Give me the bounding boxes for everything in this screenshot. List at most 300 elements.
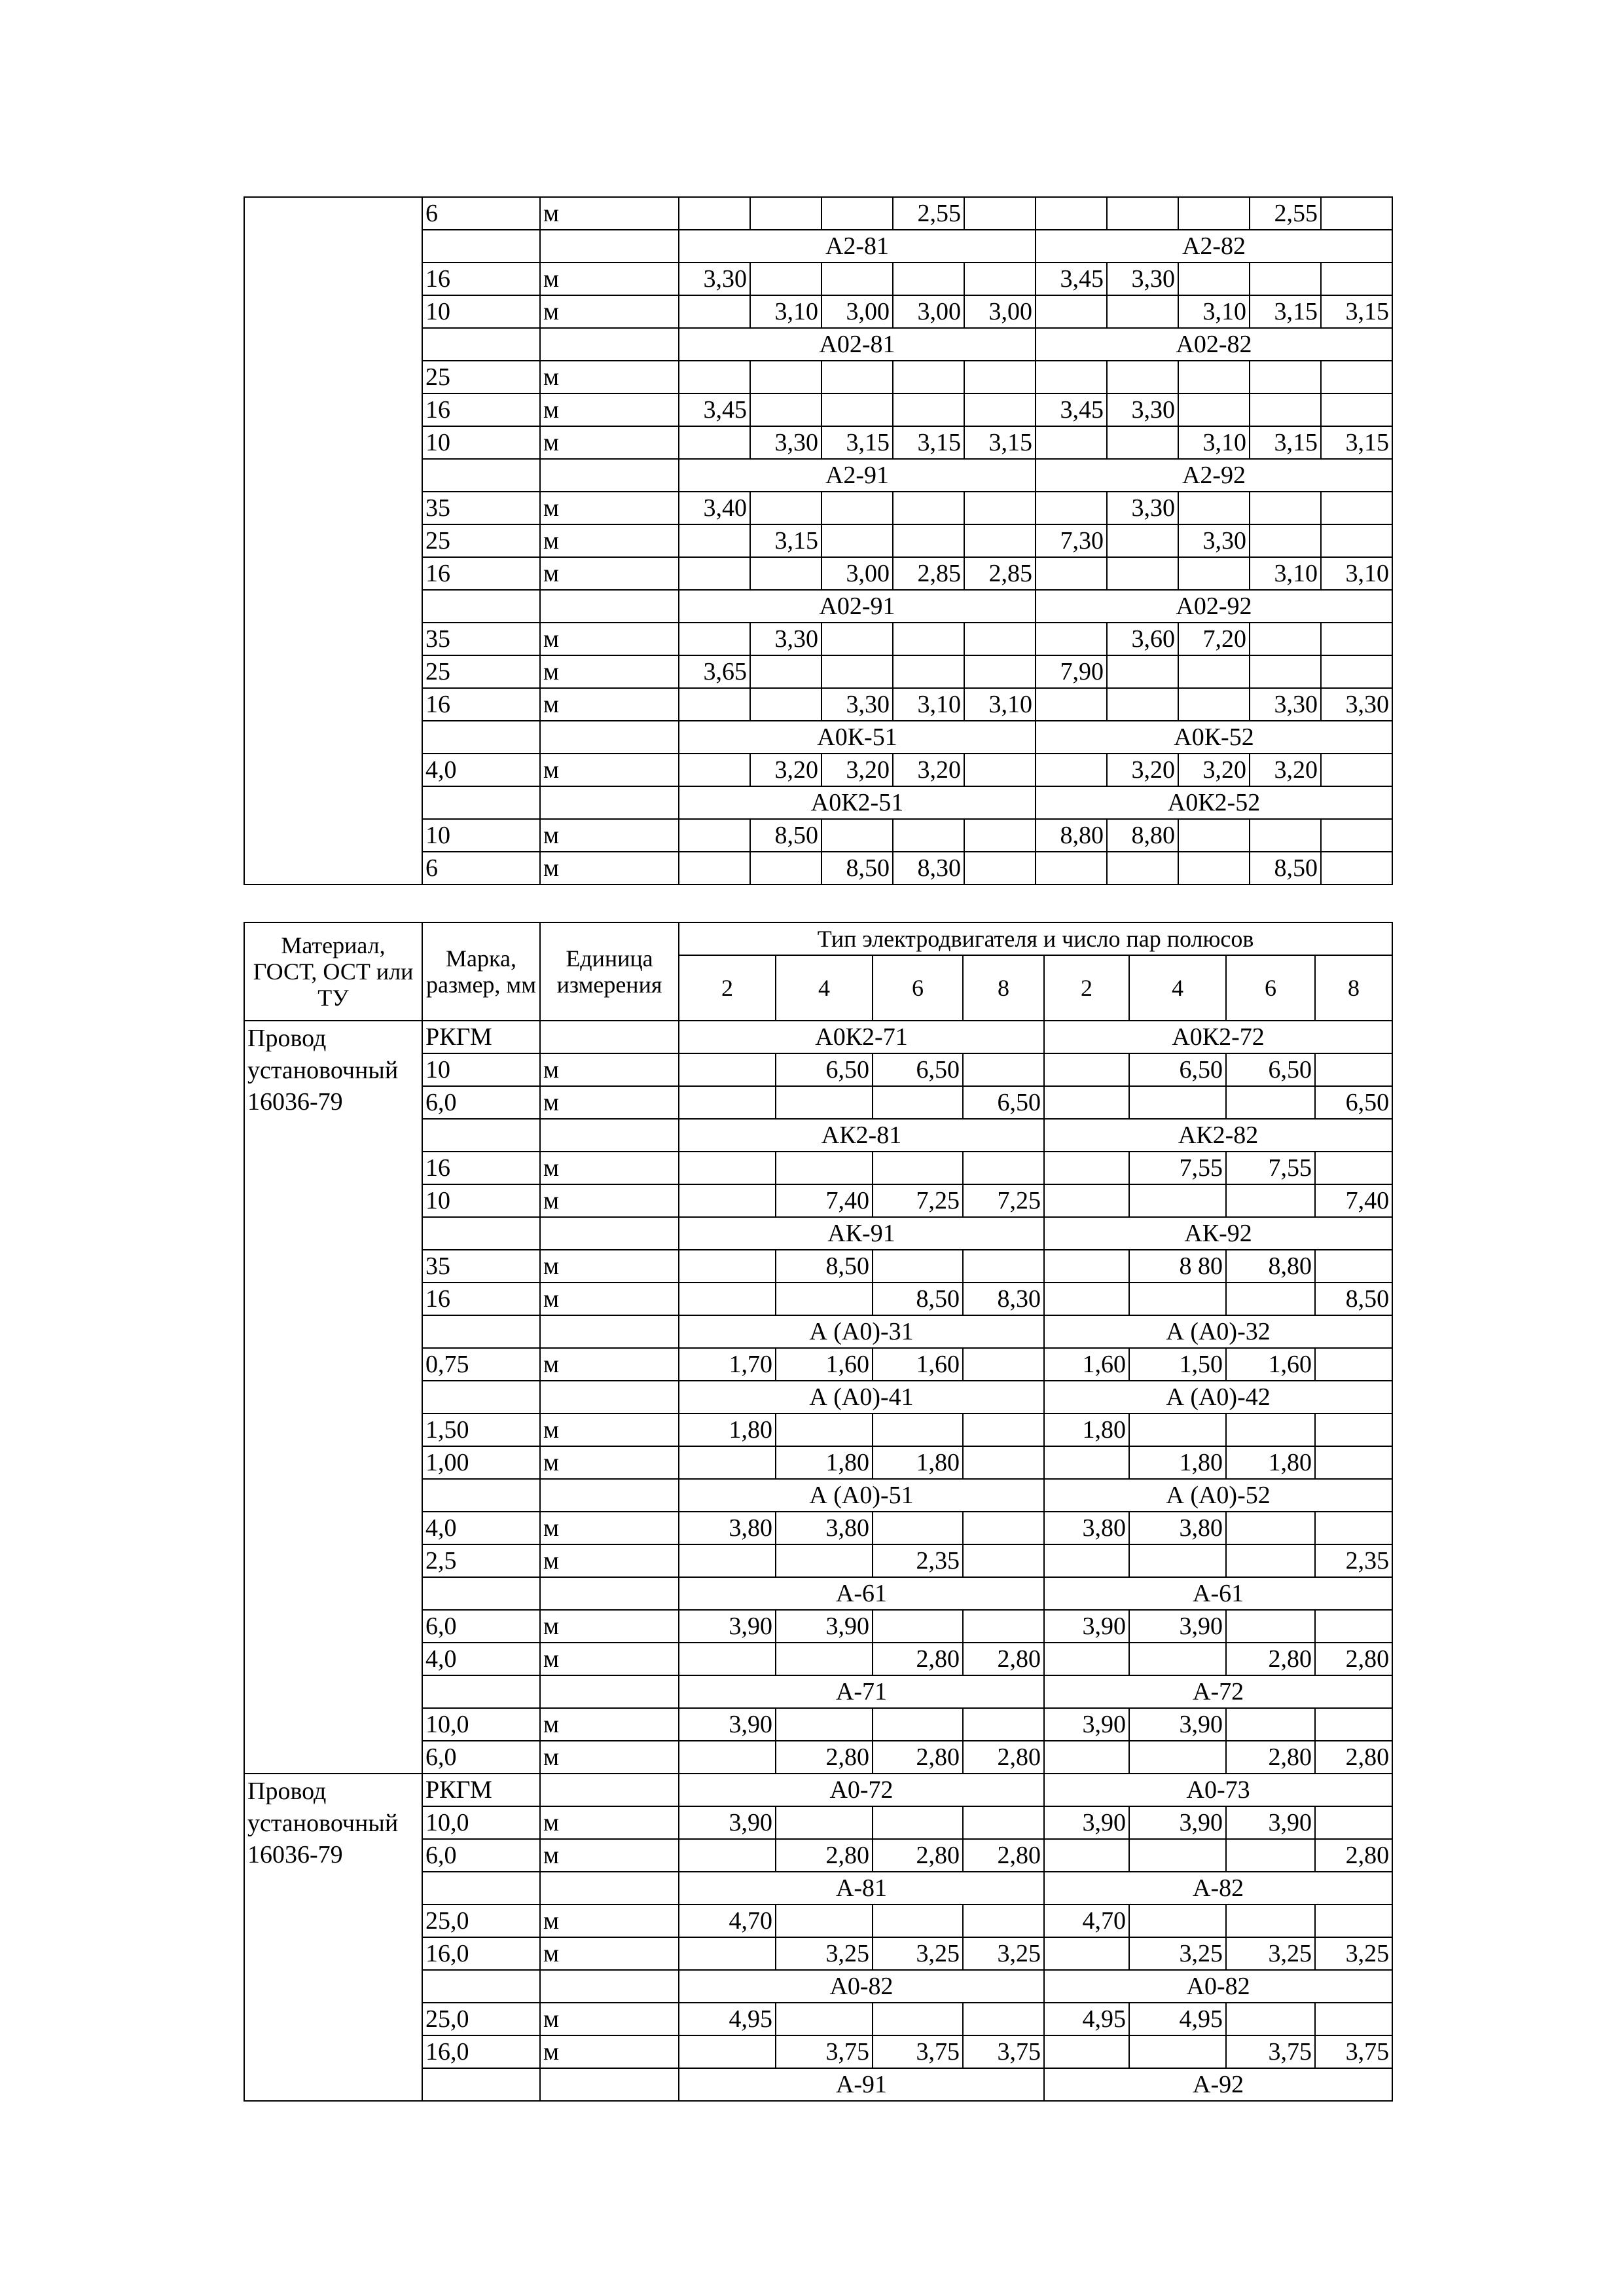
value-cell: 3,20 [1250, 754, 1321, 786]
size-cell: 25,0 [422, 2003, 540, 2035]
value-cell: 3,80 [1129, 1512, 1226, 1544]
value-cell [776, 1413, 873, 1446]
value-cell [1315, 1053, 1392, 1086]
value-cell [679, 1250, 776, 1283]
value-cell [1129, 1643, 1226, 1675]
value-cell: 3,15 [750, 524, 821, 557]
value-cell [1178, 197, 1250, 230]
motor-type-label: А0К-51 [679, 721, 1036, 754]
header-unit: Единица измерения [540, 922, 679, 1021]
size-cell: РКГМ [422, 1021, 540, 1053]
value-cell: 2,55 [893, 197, 964, 230]
motor-type-row [244, 1774, 1392, 1806]
value-cell: 4,70 [679, 1904, 776, 1937]
value-cell: 3,80 [1044, 1512, 1129, 1544]
value-cell [873, 1250, 963, 1283]
value-cell [1250, 361, 1321, 393]
value-cell: 1,70 [679, 1348, 776, 1381]
unit-cell: м [540, 524, 679, 557]
header-pole: 4 [776, 955, 873, 1021]
value-cell: 7,40 [776, 1184, 873, 1217]
unit-cell: м [540, 197, 679, 230]
value-cell [963, 1544, 1044, 1577]
unit-cell [540, 230, 679, 263]
value-cell: 2,80 [1226, 1643, 1315, 1675]
unit-cell [540, 1381, 679, 1413]
value-cell: 3,30 [679, 263, 750, 295]
value-cell [776, 1086, 873, 1119]
value-cell: 8,30 [893, 852, 964, 884]
value-cell [1036, 852, 1107, 884]
header-pole: 4 [1129, 955, 1226, 1021]
value-cell: 3,10 [893, 688, 964, 721]
value-cell [1250, 819, 1321, 852]
motor-type-row [244, 1021, 1392, 1053]
size-cell [422, 721, 540, 754]
header-pole: 6 [873, 955, 963, 1021]
unit-cell [540, 1021, 679, 1053]
value-cell: 3,75 [1315, 2035, 1392, 2068]
motor-type-label: А0К2-72 [1044, 1021, 1392, 1053]
value-cell [1178, 819, 1250, 852]
size-cell: 4,0 [422, 754, 540, 786]
value-cell [1315, 1806, 1392, 1839]
value-cell: 3,25 [1315, 1937, 1392, 1970]
material-cell [244, 197, 422, 884]
value-cell [1036, 623, 1107, 655]
motor-type-label: А0-72 [679, 1774, 1044, 1806]
value-cell: 3,20 [821, 754, 893, 786]
value-cell [1250, 524, 1321, 557]
unit-cell: м [540, 295, 679, 328]
value-cell [679, 197, 750, 230]
size-cell: 16 [422, 1283, 540, 1315]
value-cell [679, 1446, 776, 1479]
value-cell [963, 1806, 1044, 1839]
size-cell [422, 1577, 540, 1610]
motor-type-label: А2-82 [1036, 230, 1392, 263]
value-cell [963, 1250, 1044, 1283]
value-cell: 8,50 [1250, 852, 1321, 884]
value-cell: 3,10 [1178, 426, 1250, 459]
value-cell [893, 819, 964, 852]
value-cell [821, 393, 893, 426]
unit-cell [540, 1872, 679, 1904]
motor-type-label: А-61 [679, 1577, 1044, 1610]
value-cell: 6,50 [963, 1086, 1044, 1119]
value-cell: 3,45 [679, 393, 750, 426]
value-cell [964, 623, 1036, 655]
size-cell: 1,50 [422, 1413, 540, 1446]
material-cell: Провод установочный 16036-79 [244, 1021, 422, 1774]
value-cell: 7,25 [963, 1184, 1044, 1217]
size-cell [422, 1381, 540, 1413]
value-cell: 8,50 [821, 852, 893, 884]
value-cell [963, 1904, 1044, 1937]
value-cell [964, 263, 1036, 295]
value-cell [679, 1184, 776, 1217]
value-cell: 3,40 [679, 492, 750, 524]
value-cell: 3,30 [821, 688, 893, 721]
value-cell [679, 1152, 776, 1184]
value-cell [1315, 1708, 1392, 1741]
value-cell [963, 1610, 1044, 1643]
value-cell: 8,30 [963, 1283, 1044, 1315]
value-cell: 3,15 [964, 426, 1036, 459]
motor-type-label: А02-92 [1036, 590, 1392, 623]
value-cell: 3,25 [873, 1937, 963, 1970]
size-cell [422, 1675, 540, 1708]
value-cell [679, 1086, 776, 1119]
value-cell: 3,10 [750, 295, 821, 328]
value-cell [821, 361, 893, 393]
value-cell [1315, 1904, 1392, 1937]
value-cell: 3,90 [1044, 1610, 1129, 1643]
value-cell: 8,80 [1226, 1250, 1315, 1283]
value-cell [1036, 492, 1107, 524]
value-cell [679, 524, 750, 557]
value-cell: 2,80 [963, 1741, 1044, 1774]
value-cell [1044, 1184, 1129, 1217]
value-cell [679, 1741, 776, 1774]
value-cell [1107, 557, 1178, 590]
value-cell: 3,00 [893, 295, 964, 328]
size-cell: 10 [422, 1184, 540, 1217]
value-cell [1036, 426, 1107, 459]
value-cell: 1,60 [1226, 1348, 1315, 1381]
value-cell: 3,90 [1129, 1806, 1226, 1839]
value-cell [1250, 623, 1321, 655]
value-cell [1226, 1283, 1315, 1315]
motor-type-label: А2-91 [679, 459, 1036, 492]
value-cell: 3,90 [679, 1610, 776, 1643]
value-cell [776, 1544, 873, 1577]
value-cell: 2,80 [963, 1643, 1044, 1675]
value-cell: 1,60 [776, 1348, 873, 1381]
value-cell [873, 1904, 963, 1937]
motor-type-label: А0-82 [679, 1970, 1044, 2003]
value-cell [679, 754, 750, 786]
value-cell [1321, 263, 1392, 295]
value-cell [679, 1053, 776, 1086]
size-cell [422, 590, 540, 623]
value-cell: 8,80 [1036, 819, 1107, 852]
value-cell [1129, 1413, 1226, 1446]
motor-wire-table-bottom [244, 922, 1393, 2102]
size-cell [422, 1970, 540, 2003]
value-cell: 3,75 [963, 2035, 1044, 2068]
value-cell [776, 1283, 873, 1315]
motor-type-label: АК2-82 [1044, 1119, 1392, 1152]
motor-type-label: А-61 [1044, 1577, 1392, 1610]
value-cell: 3,90 [1044, 1806, 1129, 1839]
size-cell: 6,0 [422, 1839, 540, 1872]
value-cell [1107, 524, 1178, 557]
value-cell [1178, 393, 1250, 426]
value-cell [1129, 1184, 1226, 1217]
value-cell [776, 1152, 873, 1184]
value-cell [1226, 1708, 1315, 1741]
value-cell [963, 1348, 1044, 1381]
unit-cell: м [540, 1348, 679, 1381]
size-cell: 25 [422, 524, 540, 557]
size-cell: 4,0 [422, 1512, 540, 1544]
value-cell [1226, 1512, 1315, 1544]
unit-cell: м [540, 1839, 679, 1872]
size-cell [422, 1315, 540, 1348]
value-cell [1044, 1283, 1129, 1315]
value-cell [1036, 295, 1107, 328]
value-cell: 3,25 [776, 1937, 873, 1970]
value-cell: 2,80 [873, 1643, 963, 1675]
value-cell: 6,50 [873, 1053, 963, 1086]
table-header-row [244, 922, 1392, 955]
value-cell [750, 557, 821, 590]
value-cell [1044, 1643, 1129, 1675]
unit-cell: м [540, 393, 679, 426]
value-cell [1178, 852, 1250, 884]
motor-wire-table-top [244, 196, 1393, 885]
value-cell [1321, 754, 1392, 786]
value-cell [963, 1053, 1044, 1086]
value-cell [1315, 1152, 1392, 1184]
motor-type-label: АК2-81 [679, 1119, 1044, 1152]
header-pole: 2 [679, 955, 776, 1021]
value-cell [821, 655, 893, 688]
value-cell [893, 361, 964, 393]
value-cell [1107, 426, 1178, 459]
motor-type-label: АК-91 [679, 1217, 1044, 1250]
motor-type-label: А (А0)-42 [1044, 1381, 1392, 1413]
value-cell: 8,50 [776, 1250, 873, 1283]
unit-cell: м [540, 1610, 679, 1643]
size-cell: 10,0 [422, 1806, 540, 1839]
motor-type-label: А-91 [679, 2068, 1044, 2101]
value-cell [1107, 295, 1178, 328]
unit-cell: м [540, 819, 679, 852]
value-cell [821, 524, 893, 557]
unit-cell [540, 459, 679, 492]
unit-cell: м [540, 1184, 679, 1217]
value-cell [963, 1708, 1044, 1741]
value-cell [821, 492, 893, 524]
value-cell [1107, 197, 1178, 230]
value-cell [1321, 524, 1392, 557]
value-cell: 3,00 [821, 557, 893, 590]
motor-type-label: А0К2-51 [679, 786, 1036, 819]
value-cell [964, 492, 1036, 524]
unit-cell [540, 328, 679, 361]
value-cell: 3,30 [1250, 688, 1321, 721]
value-cell [1226, 1184, 1315, 1217]
value-cell: 3,90 [1226, 1806, 1315, 1839]
value-cell [1129, 1904, 1226, 1937]
value-cell [1226, 1544, 1315, 1577]
size-cell: 16 [422, 1152, 540, 1184]
value-cell [1178, 655, 1250, 688]
motor-type-label: А0К2-71 [679, 1021, 1044, 1053]
value-cell [873, 1413, 963, 1446]
size-cell: 25,0 [422, 1904, 540, 1937]
value-cell [1044, 1839, 1129, 1872]
value-cell: 3,20 [1107, 754, 1178, 786]
value-cell [679, 1643, 776, 1675]
value-cell [1044, 1937, 1129, 1970]
value-cell: 8 80 [1129, 1250, 1226, 1283]
value-cell [893, 655, 964, 688]
value-cell [776, 2003, 873, 2035]
size-cell [422, 1217, 540, 1250]
header-pole: 8 [1315, 955, 1392, 1021]
value-cell: 3,30 [750, 426, 821, 459]
size-cell: 6,0 [422, 1086, 540, 1119]
value-cell: 2,35 [873, 1544, 963, 1577]
unit-cell: м [540, 754, 679, 786]
value-cell: 3,25 [1226, 1937, 1315, 1970]
size-cell: 10 [422, 819, 540, 852]
size-cell: 10 [422, 1053, 540, 1086]
value-cell [964, 197, 1036, 230]
value-cell: 7,30 [1036, 524, 1107, 557]
value-cell: 1,80 [776, 1446, 873, 1479]
value-cell: 8,50 [1315, 1283, 1392, 1315]
value-cell [1036, 197, 1107, 230]
size-cell: 16 [422, 393, 540, 426]
value-cell: 3,75 [1226, 2035, 1315, 2068]
unit-cell: м [540, 623, 679, 655]
value-cell [750, 492, 821, 524]
size-cell: 25 [422, 655, 540, 688]
value-cell [1321, 655, 1392, 688]
size-cell [422, 1119, 540, 1152]
value-cell [1036, 557, 1107, 590]
value-cell: 3,15 [1250, 426, 1321, 459]
value-cell: 1,80 [873, 1446, 963, 1479]
value-cell: 2,80 [1226, 1741, 1315, 1774]
value-cell [1129, 1741, 1226, 1774]
value-cell [1315, 2003, 1392, 2035]
header-size: Марка, размер, мм [422, 922, 540, 1021]
unit-cell: м [540, 1544, 679, 1577]
header-pole: 2 [1044, 955, 1129, 1021]
value-cell [873, 1708, 963, 1741]
value-cell [1107, 655, 1178, 688]
header-pole: 6 [1226, 955, 1315, 1021]
value-cell: 2,55 [1250, 197, 1321, 230]
value-cell [750, 655, 821, 688]
value-cell: 3,10 [1250, 557, 1321, 590]
size-cell: 10 [422, 295, 540, 328]
value-cell [963, 1446, 1044, 1479]
value-cell: 3,00 [821, 295, 893, 328]
unit-cell [540, 1119, 679, 1152]
value-cell [964, 754, 1036, 786]
value-cell [1036, 688, 1107, 721]
unit-cell [540, 721, 679, 754]
value-cell [1044, 1152, 1129, 1184]
value-cell [1178, 688, 1250, 721]
size-cell: 16 [422, 557, 540, 590]
value-cell: 3,75 [776, 2035, 873, 2068]
motor-type-label: АК-92 [1044, 1217, 1392, 1250]
value-cell [1250, 263, 1321, 295]
value-cell [1044, 1250, 1129, 1283]
value-cell: 8,80 [1107, 819, 1178, 852]
unit-cell: м [540, 1413, 679, 1446]
value-cell: 2,35 [1315, 1544, 1392, 1577]
size-cell: 35 [422, 492, 540, 524]
unit-cell: м [540, 1741, 679, 1774]
value-cell: 7,40 [1315, 1184, 1392, 1217]
header-material: Материал, ГОСТ, ОСТ или ТУ [244, 922, 422, 1021]
value-cell [1129, 1839, 1226, 1872]
unit-cell [540, 1774, 679, 1806]
value-cell [1129, 2035, 1226, 2068]
value-cell: 3,25 [963, 1937, 1044, 1970]
value-cell [1226, 1904, 1315, 1937]
value-cell [873, 1806, 963, 1839]
value-cell [963, 1413, 1044, 1446]
value-cell: 1,80 [1044, 1413, 1129, 1446]
value-cell: 3,30 [1178, 524, 1250, 557]
value-cell [964, 852, 1036, 884]
value-cell [776, 1904, 873, 1937]
motor-type-label: А-82 [1044, 1872, 1392, 1904]
size-cell: 0,75 [422, 1348, 540, 1381]
unit-cell [540, 1315, 679, 1348]
value-cell: 3,15 [1321, 295, 1392, 328]
unit-cell [540, 2068, 679, 2101]
size-cell [422, 459, 540, 492]
value-cell: 7,55 [1129, 1152, 1226, 1184]
value-cell: 7,90 [1036, 655, 1107, 688]
size-cell [422, 1479, 540, 1512]
value-cell: 3,90 [679, 1708, 776, 1741]
value-cell: 2,80 [1315, 1839, 1392, 1872]
value-cell [1178, 492, 1250, 524]
motor-type-label: А (А0)-32 [1044, 1315, 1392, 1348]
value-cell [821, 623, 893, 655]
size-cell [422, 1872, 540, 1904]
value-cell: 3,10 [1321, 557, 1392, 590]
value-cell [679, 1839, 776, 1872]
value-cell [873, 1086, 963, 1119]
value-cell [750, 393, 821, 426]
value-cell [776, 1806, 873, 1839]
value-cell: 7,20 [1178, 623, 1250, 655]
value-cell [873, 1512, 963, 1544]
value-cell [1315, 1250, 1392, 1283]
unit-cell: м [540, 1053, 679, 1086]
value-cell: 3,15 [1250, 295, 1321, 328]
value-cell [679, 361, 750, 393]
header-pole: 8 [963, 955, 1044, 1021]
size-cell [422, 2068, 540, 2101]
value-cell: 4,95 [1044, 2003, 1129, 2035]
value-cell [1321, 852, 1392, 884]
value-cell [750, 197, 821, 230]
value-cell [1315, 1413, 1392, 1446]
value-cell: 7,25 [873, 1184, 963, 1217]
unit-cell: м [540, 2003, 679, 2035]
value-cell [1129, 1283, 1226, 1315]
unit-cell: м [540, 1446, 679, 1479]
unit-cell [540, 1675, 679, 1708]
header-motor-type: Тип электродвигателя и число пар полюсов [679, 922, 1392, 955]
unit-cell: м [540, 1806, 679, 1839]
value-cell: 3,30 [1321, 688, 1392, 721]
value-cell: 2,80 [873, 1839, 963, 1872]
